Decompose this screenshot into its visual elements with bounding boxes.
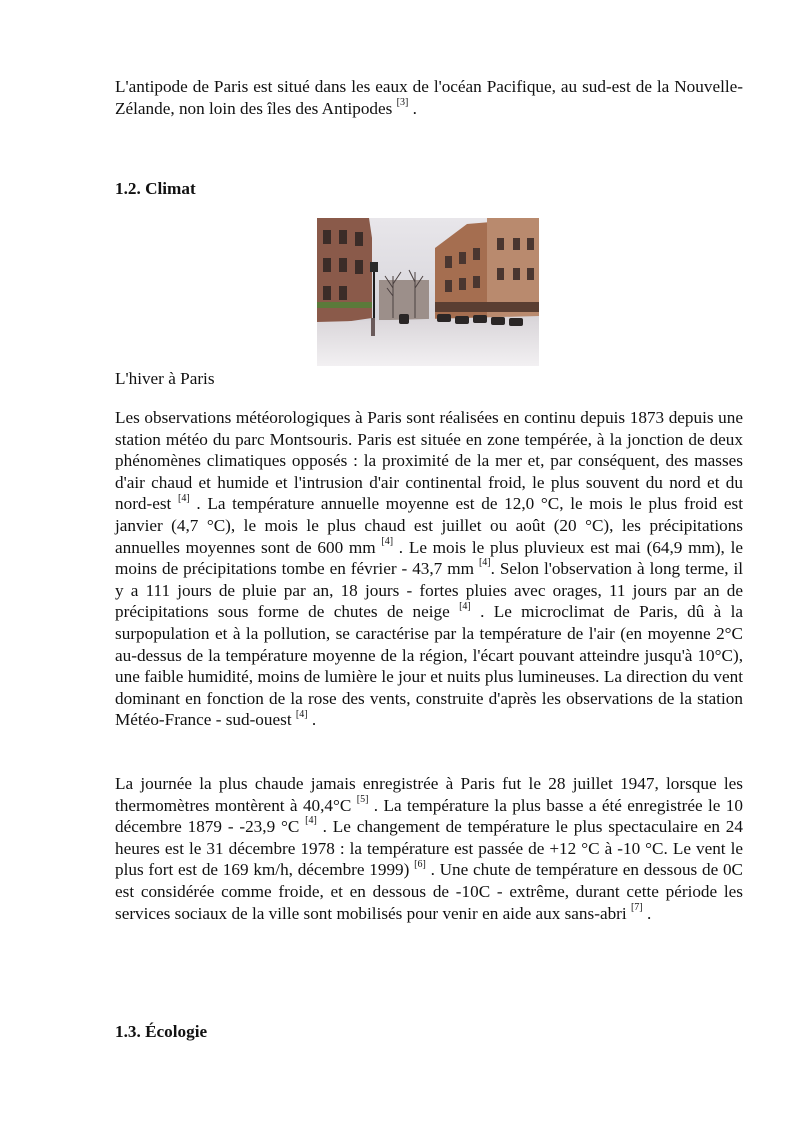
reference-link[interactable]: [4] — [178, 492, 190, 504]
reference-link[interactable]: [4] — [478, 557, 491, 569]
reference-link[interactable]: [5] — [356, 793, 369, 805]
section-heading-climat: 1.2. Climat — [115, 179, 196, 198]
reference-link[interactable]: [4] — [459, 600, 471, 612]
paragraph-antipode: L'antipode de Paris est situé dans les eaux de l'océan Pacifique, au sud-est de la Nouvelle-Zélande, non loin des îles des Antipodes [3] . — [115, 77, 743, 118]
paragraph-records: La journée la plus chaude jamais enregistrée à Paris fut le 28 juillet 1947, lorsque les thermomètres montèrent à 40,4°C [5] . La température la plus basse a été enregistrée le 10 décembre 1879 - -23,9 °C [4] . Le changement de température le plus spectaculaire en 24 heures est le 31 décembre 1978 : la température est passée de +12 °C à -10 °C. Le vent le plus fort est de 169 km/h, décembre 1999) [6] . Une chute de température en dessous de 0C est considérée comme froide, et en dessous de -10C - extrême, durant cette période les services sociaux de la ville sont mobilisés pour venir en aide aux sans-abri [7] . — [115, 774, 744, 923]
paragraph-observations: Les observations météorologiques à Paris sont réalisées en continu depuis 1873 depuis une station météo du parc Montsouris. Paris est située en zone tempérée, à la jonction de deux phénomènes climatiques opposés : la proximité de la mer et, par conséquent, des masses d'air chaud et humide et l'intrusion d'air continental froid, le plus souvent du nord et du nord-est [4] . La température annuelle moyenne est de 12,0 °C, le mois le plus froid est janvier (4,7 °C), le mois le plus chaud est juillet ou août (20 °C), les précipitations annuelles moyennes sont de 600 mm [4] . Le mois le plus pluvieux est mai (64,9 mm), le moins de précipitations tombe en février - 43,7 mm [4]. Selon l'observation à long terme, il y a 111 jours de pluie par an, 18 jours - fortes pluies avec orages, 11 jours par an de précipitations sous forme de chutes de neige [4] . Le microclimat de Paris, dû à la surpopulation et à la pollution, se caractérise par la température de l'air (en moyenne 2°C au-dessus de la température moyenne de la région, l'écart pouvant atteindre jusqu'à 10°C), une faible humidité, moins de lumière le jour et nuits plus lumineuses. La direction du vent dominant en fonction de la rose des vents, construite d'après les observations de la station Météo-France - sud-ouest [4] . — [115, 408, 744, 730]
section-heading-ecologie: 1.3. Écologie — [115, 1022, 208, 1041]
reference-link[interactable]: [4] — [381, 535, 394, 547]
winter-paris-photo — [317, 218, 539, 366]
reference-link[interactable]: [4] — [305, 815, 317, 827]
reference-link[interactable]: [7] — [630, 901, 643, 913]
reference-link[interactable]: [3] — [396, 96, 409, 108]
photo-caption: L'hiver à Paris — [115, 369, 215, 388]
antipode-text: L'antipode de Paris est situé dans les eaux de l'océan Pacifique, au sud-est de la Nouvelle-Zélande, non loin des îles des Antipodes — [115, 77, 743, 118]
reference-link[interactable]: [6] — [414, 858, 426, 870]
reference-link[interactable]: [4] — [295, 708, 308, 720]
